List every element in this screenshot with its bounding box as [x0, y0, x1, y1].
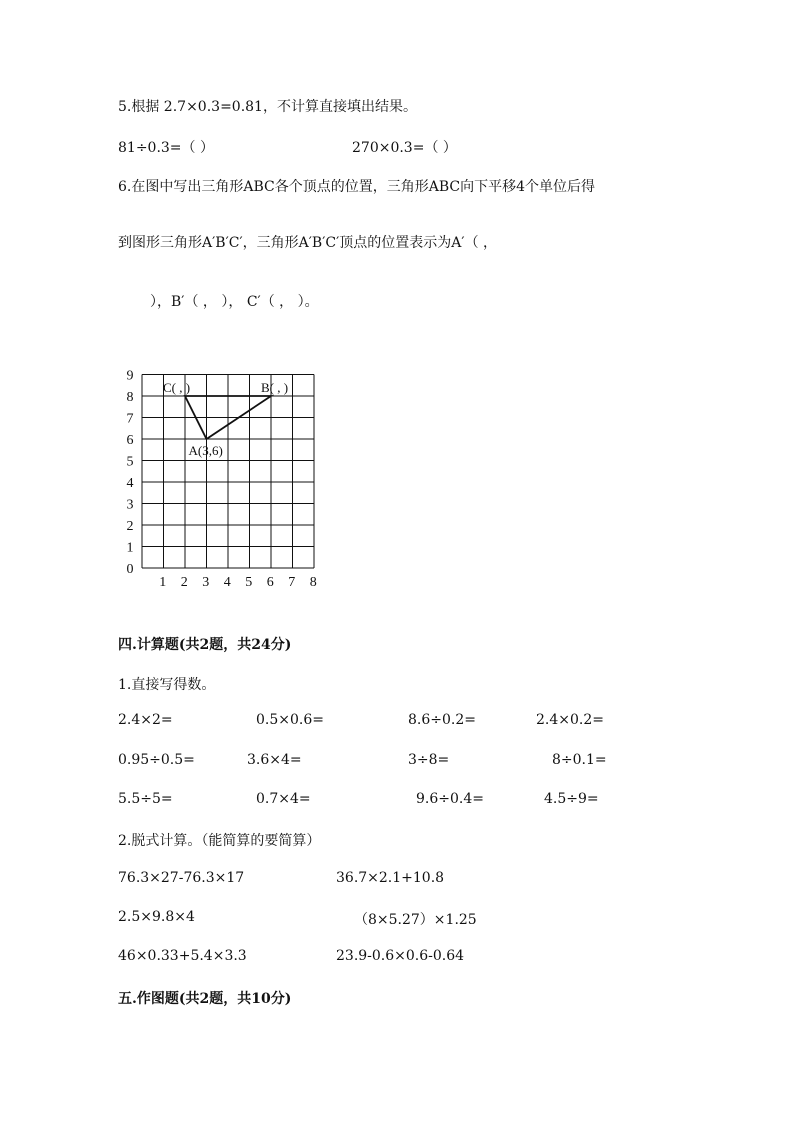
x-axis-ticks: [159, 575, 317, 590]
direct-calc-item: 0.5×0.6=: [256, 712, 324, 728]
vertex-label-c: C( , ): [163, 380, 191, 395]
vertex-label-b: B( , ): [261, 380, 289, 395]
step-calc-item: 36.7×2.1+10.8: [336, 870, 445, 886]
direct-calc-item: 0.7×4=: [256, 791, 311, 807]
section-4-q1-title: 1.直接写得数。: [118, 677, 216, 693]
direct-calc-item: 9.6÷0.4=: [416, 791, 484, 807]
q6-line-2: 到图形三角形A′B′C′，三角形A′B′C′顶点的位置表示为A′（ ，: [118, 235, 498, 251]
step-calc-item: 76.3×27-76.3×17: [118, 870, 245, 886]
q6-line-3: ），B′（ ， ）， C′（ ， ）。: [150, 294, 319, 310]
y-tick-label: 2: [126, 519, 134, 534]
direct-calc-item: 8÷0.1=: [552, 752, 607, 768]
direct-calc-item: 4.5÷9=: [544, 791, 599, 807]
y-tick-label: 3: [126, 497, 134, 513]
direct-calc-item: 0.95÷0.5=: [118, 752, 195, 768]
x-tick-label: 4: [223, 575, 231, 590]
step-calc-item: 2.5×9.8×4: [118, 909, 195, 925]
q5-title: 5.根据 2.7×0.3=0.81，不计算直接填出结果。: [118, 99, 417, 115]
x-tick-label: 7: [288, 575, 296, 590]
vertex-label-a: A(3,6): [188, 443, 223, 458]
y-tick-label: 9: [126, 368, 134, 384]
x-tick-label: 2: [180, 575, 188, 590]
y-tick-label: 8: [126, 390, 134, 405]
y-tick-label: 6: [126, 433, 134, 448]
x-tick-label: 3: [202, 575, 210, 590]
step-calc-item: （8×5.27）×1.25: [354, 912, 477, 928]
y-tick-label: 7: [126, 411, 134, 427]
section-5-title: 五.作图题(共2题，共10分): [118, 991, 292, 1007]
direct-calc-item: 5.5÷5=: [118, 791, 173, 807]
y-axis-ticks: [127, 369, 134, 578]
q5-item-1: 81÷0.3=（ ）: [118, 140, 214, 156]
step-calc-item: 46×0.33+5.4×3.3: [118, 948, 247, 964]
q6-line-1: 6.在图中写出三角形ABC各个顶点的位置，三角形ABC向下平移4个单位后得: [118, 179, 596, 195]
coordinate-grid-figure: [110, 358, 330, 594]
x-tick-label: 5: [245, 575, 253, 590]
y-tick-label: 1: [126, 540, 134, 556]
grid-lines: [142, 375, 314, 569]
y-tick-label: 4: [126, 476, 134, 491]
step-calc-item: 23.9-0.6×0.6-0.64: [336, 948, 465, 964]
direct-calc-item: 2.4×0.2=: [536, 712, 604, 728]
direct-calc-item: 3÷8=: [408, 752, 450, 768]
section-4-title: 四.计算题(共2题，共24分): [118, 637, 292, 653]
section-4-q2-title: 2.脱式计算。（能简算的要简算）: [118, 833, 321, 849]
direct-calc-item: 8.6÷0.2=: [408, 712, 476, 728]
x-tick-label: 1: [159, 575, 167, 590]
x-tick-label: 8: [309, 575, 317, 590]
direct-calc-item: 2.4×2=: [118, 712, 173, 728]
x-tick-label: 6: [266, 575, 274, 590]
q5-item-2: 270×0.3=（ ）: [352, 140, 457, 156]
y-tick-label: 5: [126, 454, 134, 470]
direct-calc-item: 3.6×4=: [247, 752, 302, 768]
y-tick-label: 0: [126, 562, 134, 577]
